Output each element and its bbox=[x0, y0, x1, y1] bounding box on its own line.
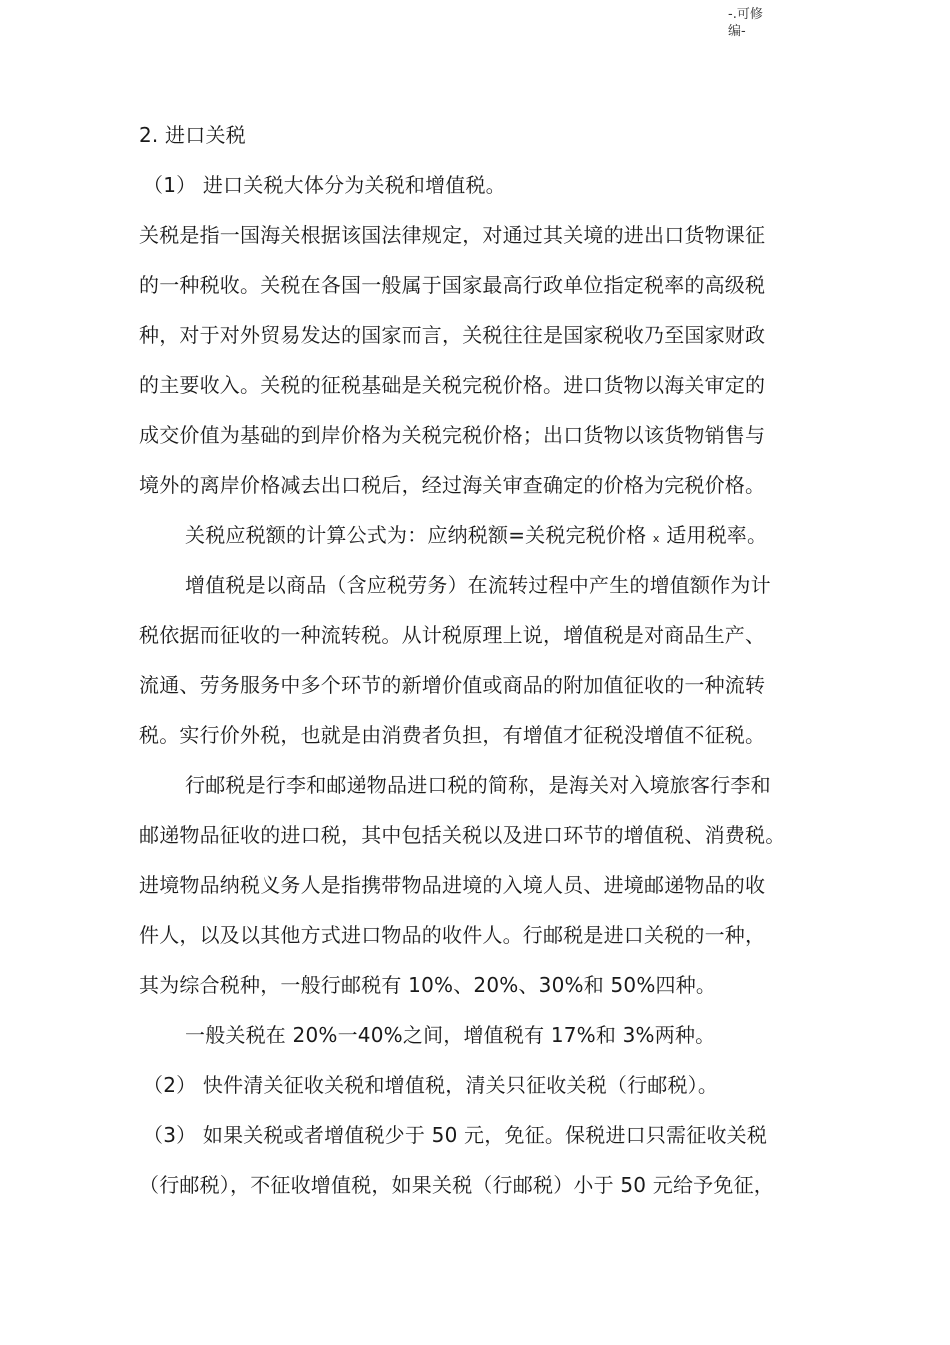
paragraph-line: 增值税是以商品（含应税劳务）在流转过程中产生的增值额作为计 bbox=[185, 573, 771, 597]
header-watermark bbox=[728, 6, 788, 40]
paragraph-line: 流通、劳务服务中多个环节的新增价值或商品的附加值征收的一种流转 bbox=[139, 673, 766, 697]
section-title: 2. 进口关税 bbox=[139, 123, 246, 147]
header-mark-line2: 编- bbox=[728, 24, 746, 39]
formula-tail: 适用税率。 bbox=[666, 523, 768, 547]
paragraph-line: 税。实行价外税，也就是由消费者负担，有增值才征税没增值不征税。 bbox=[139, 723, 766, 747]
paragraph-line: （2） 快件清关征收关税和增值税，清关只征收关税（行邮税）。 bbox=[143, 1073, 719, 1097]
paragraph-line: 邮递物品征收的进口税，其中包括关税以及进口环节的增值税、消费税。 bbox=[139, 823, 786, 847]
paragraph-line: 税依据而征收的一种流转税。从计税原理上说，增值税是对商品生产、 bbox=[139, 623, 766, 647]
paragraph-line: 的主要收入。关税的征税基础是关税完税价格。进口货物以海关审定的 bbox=[139, 373, 766, 397]
paragraph-line: 件人，以及以其他方式进口物品的收件人。行邮税是进口关税的一种， bbox=[139, 923, 766, 947]
paragraph-line: 进境物品纳税义务人是指携带物品进境的入境人员、进境邮递物品的收 bbox=[139, 873, 766, 897]
paragraph-line: 的一种税收。关税在各国一般属于国家最高行政单位指定税率的高级税 bbox=[139, 273, 766, 297]
paragraph-line: 行邮税是行李和邮递物品进口税的简称，是海关对入境旅客行李和 bbox=[185, 773, 771, 797]
paragraph-line: 种，对于对外贸易发达的国家而言，关税往往是国家税收乃至国家财政 bbox=[139, 323, 766, 347]
paragraph-line: 成交价值为基础的到岸价格为关税完税价格；出口货物以该货物销售与 bbox=[139, 423, 766, 447]
paragraph-line: 关税是指一国海关根据该国法律规定，对通过其关境的进出口货物课征 bbox=[139, 223, 766, 247]
paragraph-line: （3） 如果关税或者增值税少于 50 元，免征。保税进口只需征收关税 bbox=[143, 1123, 768, 1147]
paragraph-line: 一般关税在 20%一40%之间，增值税有 17%和 3%两种。 bbox=[185, 1023, 716, 1047]
formula-line bbox=[185, 519, 767, 555]
paragraph-line: （行邮税），不征收增值税，如果关税（行邮税）小于 50 元给予免征， bbox=[139, 1173, 774, 1197]
paragraph-line: 其为综合税种，一般行邮税有 10%、20%、30%和 50%四种。 bbox=[139, 973, 717, 997]
paragraph-line: （1） 进口关税大体分为关税和增值税。 bbox=[143, 173, 506, 197]
paragraph-line: 境外的离岸价格减去出口税后，经过海关审查确定的价格为完税价格。 bbox=[139, 473, 766, 497]
header-mark-line1: -.可修 bbox=[728, 7, 763, 22]
formula-text: 关税应税额的计算公式为：应纳税额=关税完税价格 bbox=[185, 523, 647, 547]
multiply-sign: x bbox=[652, 532, 660, 545]
